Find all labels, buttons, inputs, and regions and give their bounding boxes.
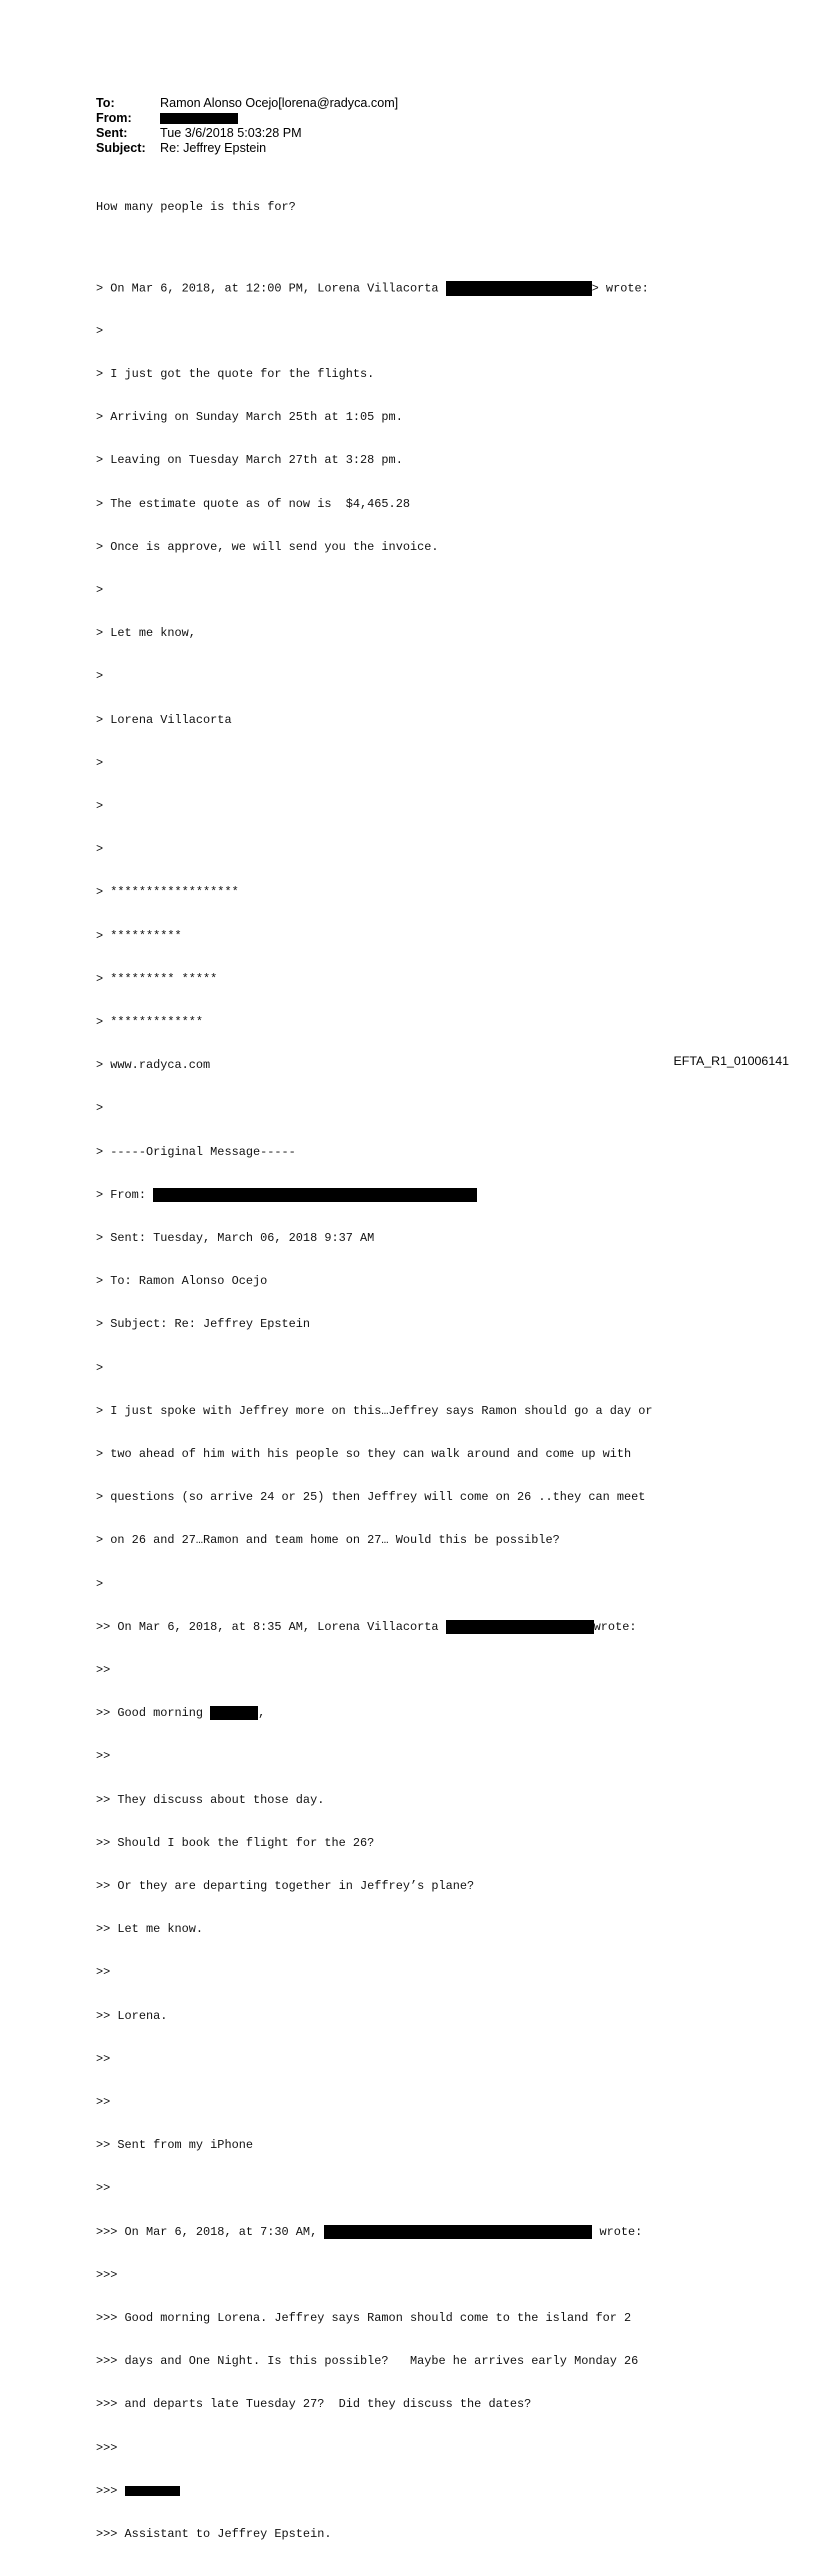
body-line: >> Or they are departing together in Jeffrey’s plane? (96, 1879, 475, 1894)
email-header (96, 96, 398, 156)
body-line: >> (96, 1965, 111, 1980)
body-line: >> Should I book the flight for the 26? (96, 1835, 375, 1850)
body-line: > On Mar 6, 2018, at 12:00 PM, Lorena Villacorta > wrote: (96, 281, 649, 296)
body-line: >>> On Mar 6, 2018, at 7:30 AM, wrote: (96, 2224, 643, 2239)
body-line: >>> (96, 2267, 118, 2282)
from-row (96, 111, 398, 126)
body-line: > (96, 323, 104, 338)
to-value: Ramon Alonso Ocejo[lorena@radyca.com] (160, 96, 399, 110)
body-line: > I just got the quote for the flights. (96, 366, 375, 381)
email-redaction (446, 281, 592, 296)
body-line: >> Lorena. (96, 2008, 168, 2023)
body-line: >>> days and One Night. Is this possible? Maybe he arrives early Monday 26 (96, 2354, 639, 2369)
body-line: > (96, 842, 104, 857)
body-line: >> (96, 2095, 111, 2110)
body-line: >> On Mar 6, 2018, at 8:35 AM, Lorena Villacorta wrote: (96, 1619, 637, 1634)
subject-value: Re: Jeffrey Epstein (160, 141, 267, 155)
body-line: > Arriving on Sunday March 25th at 1:05 pm. (96, 410, 403, 425)
body-line: > Lorena Villacorta (96, 712, 232, 727)
body-line: >> Good morning , (96, 1706, 266, 1721)
body-line: > www.radyca.com (96, 1058, 211, 1073)
body-line: >> Let me know. (96, 1922, 204, 1937)
body-line: > Sent: Tuesday, March 06, 2018 9:37 AM (96, 1230, 375, 1245)
from-label: From: (96, 111, 132, 125)
body-line: > (96, 1576, 104, 1591)
body-line: >>> Assistant to Jeffrey Epstein. (96, 2527, 332, 2542)
email-body (96, 171, 653, 2570)
body-line: > two ahead of him with his people so they can walk around and come up with (96, 1447, 632, 1461)
signature-redaction (125, 2486, 180, 2496)
body-line: > From: (96, 1188, 653, 1202)
body-line: > (96, 582, 104, 597)
subject-row (96, 141, 398, 156)
from-redaction (160, 113, 238, 124)
body-line: > ************* (96, 1014, 204, 1029)
body-line: >> (96, 2051, 111, 2066)
body-line: > -----Original Message----- (96, 1144, 296, 1159)
body-line: > The estimate quote as of now is $4,465.28 (96, 496, 410, 511)
body-line: > (96, 669, 104, 684)
body-line: > ********** (96, 928, 182, 943)
body-line: > (96, 1101, 104, 1116)
body-line: > (96, 1360, 104, 1375)
body-line: > ****************** (96, 885, 239, 900)
body-line: >> They discuss about those day. (96, 1792, 325, 1807)
name-redaction (210, 1706, 258, 1720)
document-id: EFTA_R1_01006141 (673, 1054, 789, 1068)
body-line: >> (96, 2181, 111, 2196)
body-line: >> (96, 1749, 111, 1764)
body-line: How many people is this for? (96, 199, 296, 214)
subject-label: Subject: (96, 141, 146, 155)
sent-label: Sent: (96, 126, 128, 140)
body-line: > Let me know, (96, 626, 196, 641)
to-row (96, 96, 398, 111)
body-line: > questions (so arrive 24 or 25) then Jeffrey will come on 26 ..they can meet (96, 1490, 646, 1505)
email-redaction (324, 2225, 592, 2239)
body-line: >>> (96, 2484, 653, 2498)
body-line: >>> (96, 2440, 118, 2455)
body-line: > Subject: Re: Jeffrey Epstein (96, 1317, 311, 1332)
body-line: > To: Ramon Alonso Ocejo (96, 1274, 268, 1289)
body-line: > (96, 755, 104, 770)
body-line: > (96, 798, 104, 813)
sent-value: Tue 3/6/2018 5:03:28 PM (160, 126, 302, 140)
to-label: To: (96, 96, 115, 110)
body-line: >> (96, 1663, 111, 1678)
body-line: > on 26 and 27…Ramon and team home on 27… Would this be possible? (96, 1533, 560, 1548)
body-line: > Leaving on Tuesday March 27th at 3:28 pm. (96, 453, 403, 468)
body-line: > I just spoke with Jeffrey more on this…Jeffrey says Ramon should go a day or (96, 1403, 653, 1418)
body-line: >>> and departs late Tuesday 27? Did they discuss the dates? (96, 2397, 532, 2412)
email-redaction (446, 1620, 594, 1634)
body-line: >> Sent from my iPhone (96, 2138, 253, 2153)
body-line: > Once is approve, we will send you the invoice. (96, 539, 439, 554)
body-line: >>> Good morning Lorena. Jeffrey says Ramon should come to the island for 2 (96, 2311, 632, 2326)
sent-row (96, 126, 398, 141)
body-line: > ********* ***** (96, 971, 218, 986)
from-redaction (153, 1188, 477, 1202)
